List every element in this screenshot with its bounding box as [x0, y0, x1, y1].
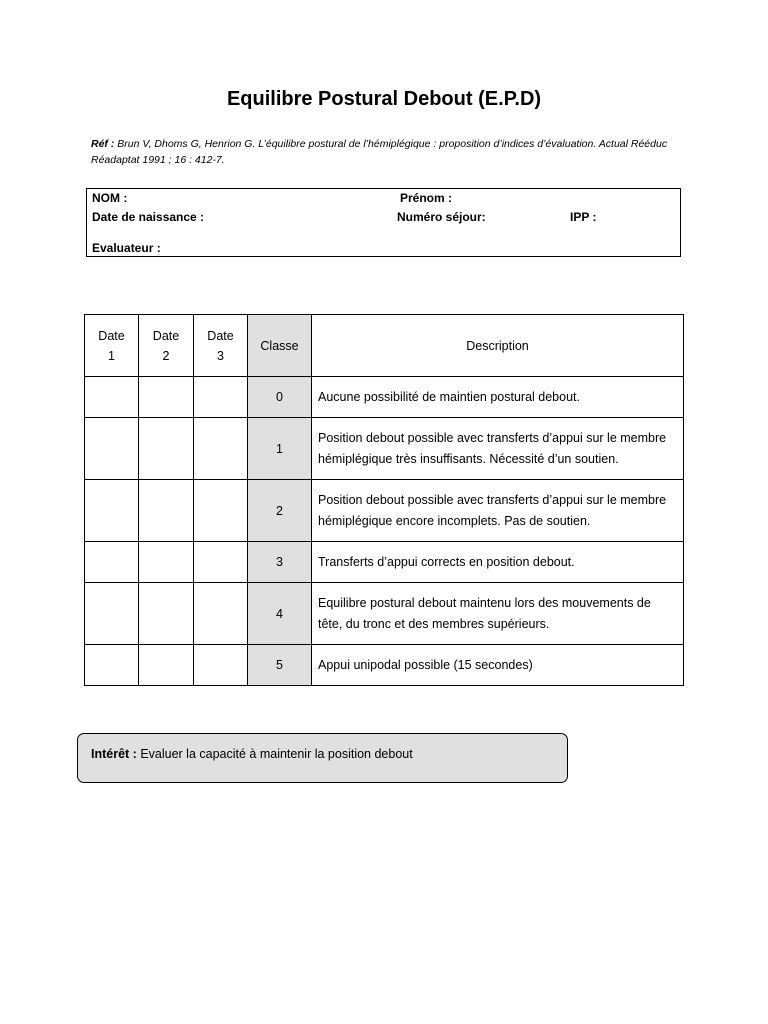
epd-table: [84, 314, 684, 686]
header-date-1-word: Date: [98, 328, 125, 343]
table-row: [85, 583, 684, 645]
header-description: Description: [312, 315, 684, 377]
reference-label: Réf :: [91, 138, 115, 150]
description-cell: Equilibre postural debout maintenu lors des mouvements de tête, du tronc et des membres supérieurs.: [312, 583, 684, 645]
table-row: [85, 418, 684, 480]
description-cell: Transferts d’appui corrects en position debout.: [312, 542, 684, 583]
date-3-cell[interactable]: [194, 377, 248, 418]
table-row: [85, 377, 684, 418]
date-2-cell[interactable]: [139, 583, 194, 645]
patient-identity-box: [86, 188, 681, 257]
date-2-cell[interactable]: [139, 645, 194, 686]
date-1-cell[interactable]: [85, 377, 139, 418]
date-3-cell[interactable]: [194, 542, 248, 583]
header-date-2: [139, 315, 194, 377]
reference: [91, 136, 691, 168]
ipp-label: IPP :: [570, 210, 597, 224]
header-date-2-number: 2: [162, 348, 170, 363]
date-1-cell[interactable]: [85, 542, 139, 583]
classe-cell: 4: [248, 583, 312, 645]
numero-sejour-label: Numéro séjour:: [397, 210, 486, 224]
table-row: [85, 645, 684, 686]
header-date-3-word: Date: [207, 328, 234, 343]
prenom-label: Prénom :: [400, 191, 453, 205]
date-2-cell[interactable]: [139, 480, 194, 542]
classe-cell: 2: [248, 480, 312, 542]
date-3-cell[interactable]: [194, 480, 248, 542]
evaluateur-label: Evaluateur :: [92, 241, 161, 255]
interet-text: Evaluer la capacité à maintenir la position debout: [140, 747, 413, 761]
reference-text: Brun V, Dhoms G, Henrion G. L’équilibre postural de l’hémiplégique : proposition d’indices d’évaluation. Actual Rééduc Réadaptat 1991 ; 16 : 412-7.: [91, 138, 668, 166]
date-2-cell[interactable]: [139, 418, 194, 480]
header-date-2-word: Date: [152, 328, 180, 343]
interet-label: Intérêt :: [91, 747, 137, 761]
interet-box: [77, 733, 568, 783]
header-classe: Classe: [248, 315, 312, 377]
date-1-cell[interactable]: [85, 480, 139, 542]
date-1-cell[interactable]: [85, 645, 139, 686]
table-row: [85, 542, 684, 583]
nom-label: NOM :: [92, 191, 128, 205]
date-naissance-label: Date de naissance :: [92, 210, 205, 224]
date-3-cell[interactable]: [194, 583, 248, 645]
date-3-cell[interactable]: [194, 645, 248, 686]
classe-cell: 0: [248, 377, 312, 418]
date-1-cell[interactable]: [85, 418, 139, 480]
description-cell: Position debout possible avec transferts d’appui sur le membre hémiplégique très insuffisants. Nécessité d’un soutien.: [312, 418, 684, 480]
date-3-cell[interactable]: [194, 418, 248, 480]
date-2-cell[interactable]: [139, 542, 194, 583]
classe-cell: 5: [248, 645, 312, 686]
description-cell: Position debout possible avec transferts d’appui sur le membre hémiplégique encore incomplets. Pas de soutien.: [312, 480, 684, 542]
header-date-1-number: 1: [108, 348, 115, 363]
header-date-3-number: 3: [217, 348, 224, 363]
classe-cell: 1: [248, 418, 312, 480]
date-2-cell[interactable]: [139, 377, 194, 418]
table-header-row: [85, 315, 684, 377]
date-1-cell[interactable]: [85, 583, 139, 645]
header-date-1: [85, 315, 139, 377]
page-title: Equilibre Postural Debout (E.P.D): [226, 88, 542, 110]
classe-cell: 3: [248, 542, 312, 583]
table-row: [85, 480, 684, 542]
header-date-3: [194, 315, 248, 377]
description-cell: Aucune possibilité de maintien postural debout.: [312, 377, 684, 418]
description-cell: Appui unipodal possible (15 secondes): [312, 645, 684, 686]
